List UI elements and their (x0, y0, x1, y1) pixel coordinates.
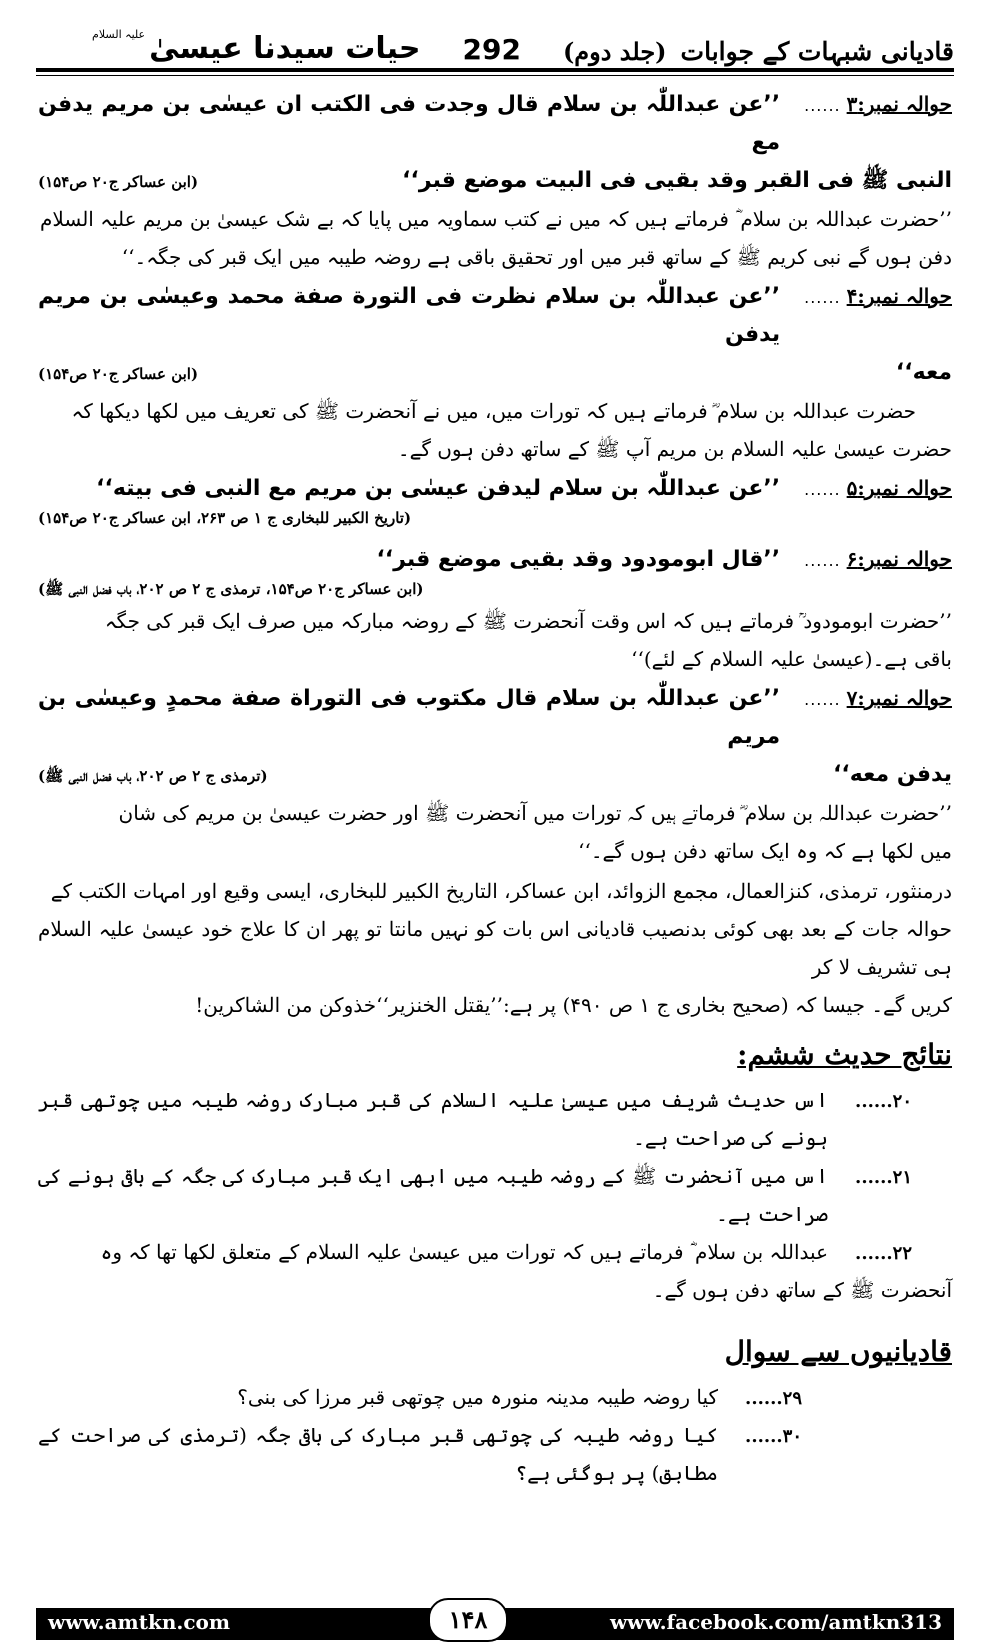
closing-line: درمنثور، ترمذی، کنزالعمال، مجمع الزوائد، ابن عساکر، التاریخ الکبیر للبخاری، ایسی وقیع اور امہات الکتب کے (50, 879, 952, 903)
questions-heading: قادیانیوں سے سوال (724, 1335, 952, 1368)
list-item (38, 1233, 952, 1271)
source-citation: (ابن عساکر ج۲۰ ص۱۵۴) (38, 173, 199, 191)
item-text: اس میں آنحضرت ﷺ کے روضہ طیبہ میں ابھی ایک قبر مبارک کی جگہ کے باقی ہونے کی صراحت ہے۔ (38, 1164, 828, 1226)
reference-7 (38, 680, 952, 870)
website-link[interactable]: www.amtkn.com (48, 1610, 231, 1634)
source-citation: (ترمذی ج ۲ ص ۲۰۲، باب فضل النبی ﷺ) (38, 767, 268, 785)
closing-line: حوالہ جات کے بعد بھی کوئی بدنصیب قادیانی اس بات کو نہیں مانتا تو پھر ان کا علاج خود عیسیٰ علیہ السلام ہی تشریف لا کر (38, 917, 952, 979)
translation-text: دفن ہوں گے نبی کریم ﷺ کے ساتھ قبر میں اور تحقیق باقی ہے روضہ طیبہ میں ایک قبر کی جگہ۔‘‘ (121, 245, 952, 269)
reference-label: حوالہ نمبر:۶ (846, 547, 952, 571)
item-number: ۲۲...... (855, 1243, 912, 1264)
volume-label: (جلد دوم) (562, 37, 667, 66)
translation-text: حضرت عیسیٰ علیہ السلام بن مریم آپ ﷺ کے ساتھ دفن ہوں گے۔ (397, 437, 952, 461)
arabic-text: النبی ﷺ فی القبر وقد بقیی فی البیت موضع قبر‘‘ (402, 168, 952, 193)
list-item (38, 1081, 952, 1157)
reference-dots: ...... (804, 96, 841, 115)
translation-text: ’’حضرت عبداللہ بن سلام ؓ فرماتے ہیں کہ تورات میں آنحضرت ﷺ اور حضرت عیسیٰ بن مریم کی شان (118, 801, 952, 825)
page-footer (36, 1605, 954, 1640)
closing-paragraph (38, 872, 952, 1024)
item-text-continued: آنحضرت ﷺ کے ساتھ دفن ہوں گے۔ (652, 1278, 952, 1302)
header-rule-thick (36, 68, 954, 72)
page-header (36, 18, 954, 66)
arabic-text: ’’عن عبداللّٰہ بن سلام لیدفن عیسٰی بن مریم مع النبی فی بیته‘‘ (96, 476, 781, 501)
arabic-text: ’’عن عبداللّٰہ بن سلام قال وجدت فی الکتب ان عیسٰی بن مریم یدفن مع (38, 92, 781, 155)
item-number: ۳۰...... (745, 1426, 802, 1447)
reference-label: حوالہ نمبر:۷ (846, 686, 952, 710)
list-item (38, 1416, 952, 1492)
item-text: عبداللہ بن سلام ؓ فرماتے ہیں کہ تورات میں عیسیٰ علیہ السلام کے متعلق لکھا تھا کہ وہ (100, 1240, 828, 1264)
arabic-text: ’’قال ابومودود وقد بقیی موضع قبر‘‘ (376, 547, 781, 572)
translation-text: ’’حضرت عبداللہ بن سلام ؓ فرماتے ہیں کہ میں نے کتب سماویہ میں پایا کہ بے شک عیسیٰ بن مریم علیہ السلام (40, 207, 952, 231)
header-page-number: 292 (462, 33, 521, 66)
item-number: ۲۹...... (745, 1388, 802, 1409)
footer-page-number: ۱۴۸ (428, 1598, 508, 1642)
reference-dots: ...... (804, 551, 841, 570)
reference-4 (38, 278, 952, 468)
translation-text: حضرت عبداللہ بن سلام ؓ فرماتے ہیں کہ تورات میں، میں نے آنحضرت ﷺ کی تعریف میں لکھا دیکھا کہ (71, 399, 916, 423)
source-citation: (تاریخ الکبیر للبخاری ج ۱ ص ۲۶۳، ابن عساکر ج۲۰ ص۱۵۴) (38, 509, 412, 527)
translation-text: ’’حضرت ابومودود ؒ فرماتے ہیں کہ اس وقت آنحضرت ﷺ کے روضہ مبارکہ میں صرف ایک قبر کی جگہ (104, 609, 952, 633)
reference-3 (38, 86, 952, 276)
item-text: کیا روضہ طیبہ مدینہ منورہ میں چوتھی قبر مرزا کی بنی؟ (237, 1385, 718, 1409)
translation-text: میں لکھا ہے کہ وہ ایک ساتھ دفن ہوں گے۔‘‘ (578, 839, 952, 863)
reference-label: حوالہ نمبر:۵ (846, 476, 952, 500)
reference-dots: ...... (804, 480, 841, 499)
reference-dots: ...... (804, 690, 841, 709)
item-number: ۲۱...... (855, 1167, 912, 1188)
arabic-text: یدفن معه‘‘ (833, 762, 952, 787)
reference-6 (38, 541, 952, 678)
honorific: علیہ السلام (92, 28, 146, 41)
translation-text: باقی ہے۔(عیسیٰ علیہ السلام کے لئے)‘‘ (631, 647, 952, 671)
arabic-text: ’’عن عبداللّٰہ بن سلام قال مکتوب فی التوراة صفة محمدٍ وعیسٰی بن مریم (38, 686, 781, 749)
arabic-text: معه‘‘ (895, 360, 952, 385)
source-citation: (ابن عساکر ج۲۰ ص۱۵۴، ترمذی ج ۲ ص ۲۰۲، باب فضل النبی ﷺ) (38, 580, 424, 598)
item-text: کیا روضہ طیبہ کی چوتھی قبر مبارک کی باقی جگہ (ترمذی کی صراحت کے مطابق) پر ہوگئی ہے؟ (38, 1423, 718, 1485)
arabic-text: ’’عن عبداللّٰہ بن سلام نظرت فی التورة صفة محمد وعیسٰی بن مریم یدفن (38, 284, 781, 347)
item-number: ۲۰...... (855, 1091, 912, 1112)
page-content (38, 86, 952, 1492)
closing-line: کریں گے۔ جیسا کہ (صحیح بخاری ج ۱ ص ۴۹۰) پر ہے:’’یقتل الخنزیر‘‘خذوکن من الشاکرین! (195, 993, 952, 1017)
source-citation: (ابن عساکر ج۲۰ ص۱۵۴) (38, 365, 199, 383)
reference-dots: ...... (804, 288, 841, 307)
reference-5 (38, 470, 952, 527)
reference-label: حوالہ نمبر:۳ (846, 92, 952, 116)
list-item (38, 1157, 952, 1233)
reference-label: حوالہ نمبر:۴ (846, 284, 952, 308)
book-title: حیات سیدنا عیسیٰ (149, 31, 421, 66)
facebook-link[interactable]: www.facebook.com/amtkn313 (609, 1610, 942, 1634)
list-item (38, 1378, 952, 1416)
header-rule-thin (36, 75, 954, 76)
book-series-title: قادیانی شبہات کے جوابات (680, 37, 954, 66)
item-text: اس حدیث شریف میں عیسیٰ علیہ السلام کی قبر مبارک روضہ طیبہ میں چوتھی قبر ہونے کی صراحت ہے۔ (38, 1088, 828, 1150)
results-heading: نتائج حدیث ششم: (737, 1038, 952, 1071)
